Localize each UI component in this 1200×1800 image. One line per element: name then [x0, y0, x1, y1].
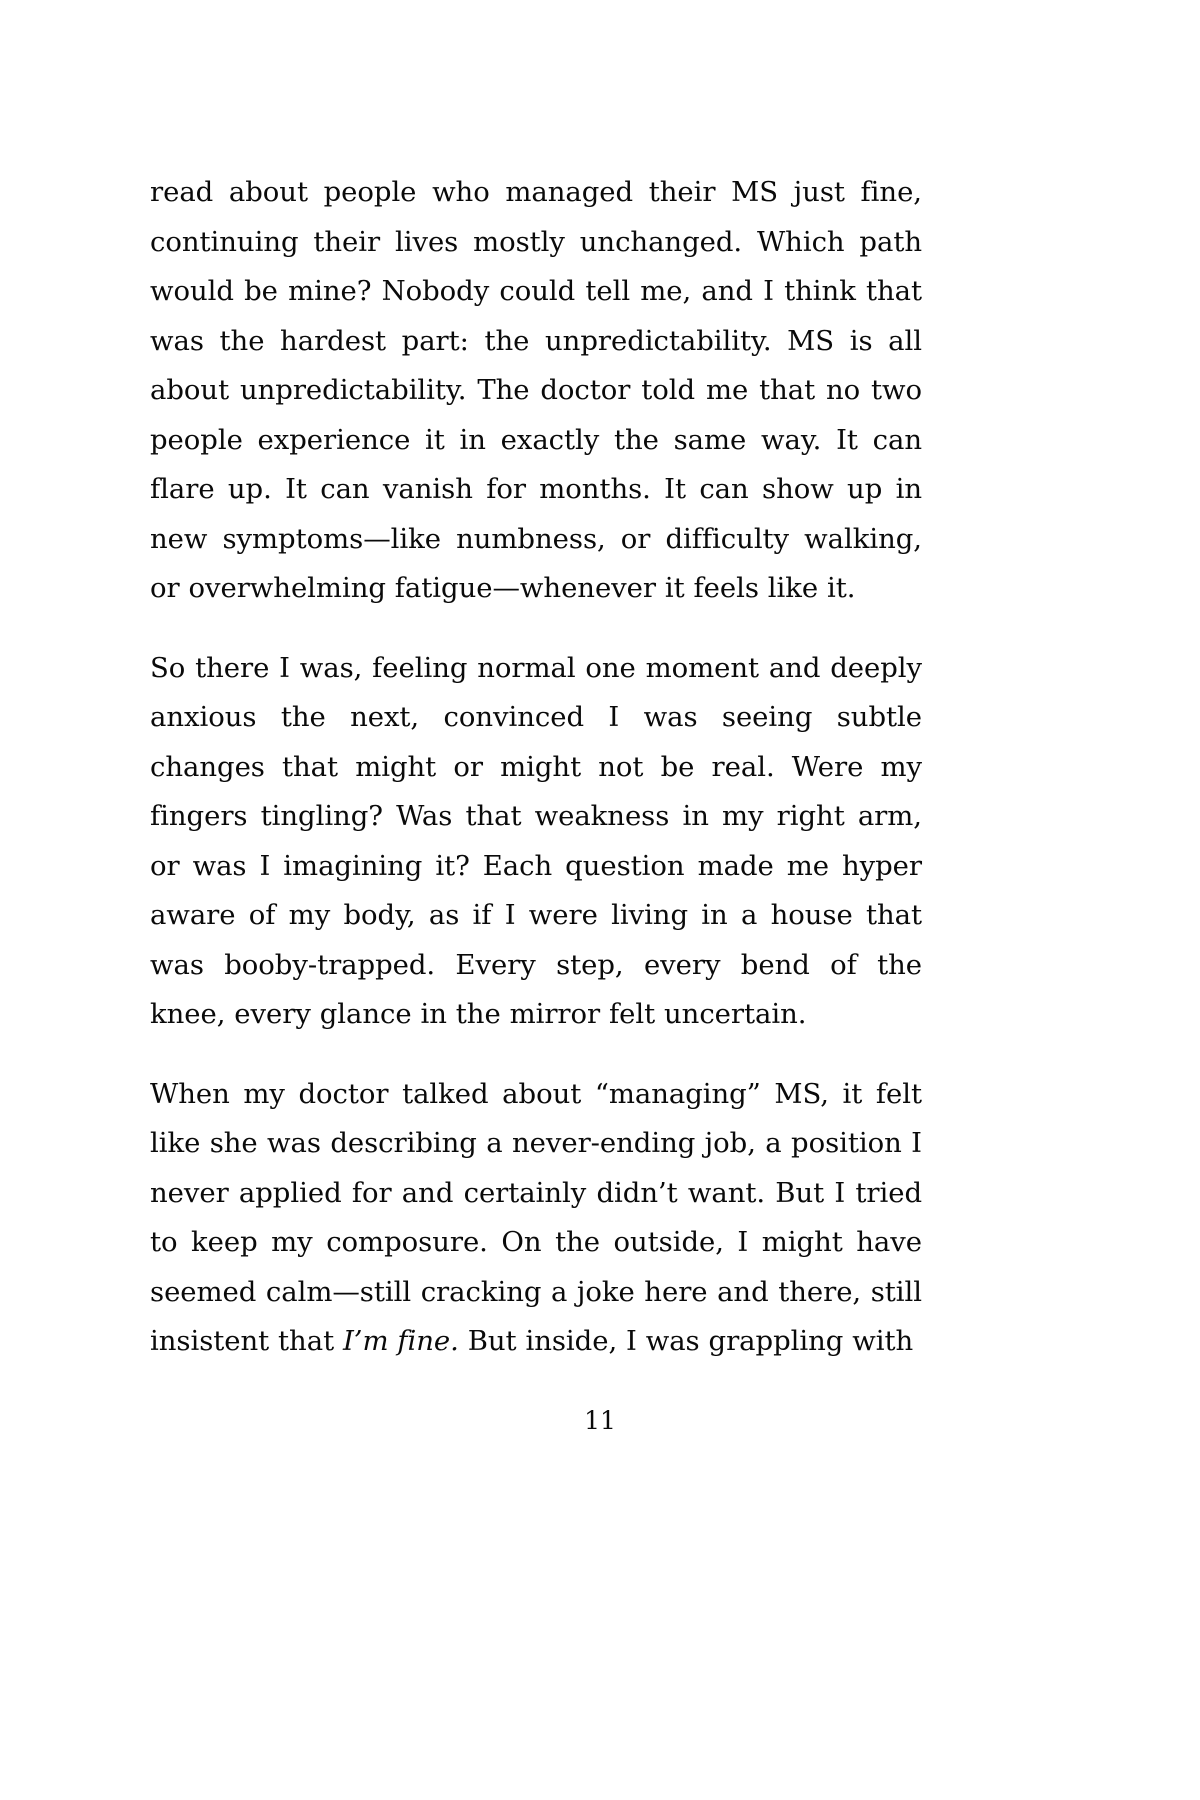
emphasized-text: I’m fine. — [342, 1325, 459, 1357]
body-paragraph-3 — [150, 1070, 922, 1367]
body-text-run: read about people who managed their MS just fine, continuing their lives mostly unchanged. Which path would be mine? Nobody could tell me, and I think that was the hardest part: the unpredictability. MS is all about unpredictability. The doctor told me that no two people experience it in exactly the same way. It can flare up. It can vanish for months. It can show up in new symptoms—like numbness, or difficulty walking, or overwhelming fatigue—whenever it feels like it. — [150, 176, 922, 604]
body-text-run: So there I was, feeling normal one moment and deeply anxious the next, convinced I was seeing subtle changes that might or might not be real. Were my fingers tingling? Was that weakness in my right arm, or was I imagining it? Each question made me hyper aware of my body, as if I were living in a house that was booby-trapped. Every step, every bend of the knee, every glance in the mirror felt uncertain. — [150, 651, 922, 1030]
body-paragraph-1 — [150, 168, 922, 614]
body-text-run: When my doctor talked about “managing” MS, it felt like she was describing a never-ending job, a position I never applied for and certainly didn’t want. But I tried to keep my composure. On the outside, I might have seemed calm—still cracking a joke here and there, still insistent that — [150, 1077, 922, 1357]
page-text-block — [150, 168, 922, 1367]
body-text-run: But inside, I was grappling with — [458, 1325, 914, 1357]
page-number: 11 — [584, 1406, 616, 1435]
body-paragraph-2 — [150, 644, 922, 1040]
